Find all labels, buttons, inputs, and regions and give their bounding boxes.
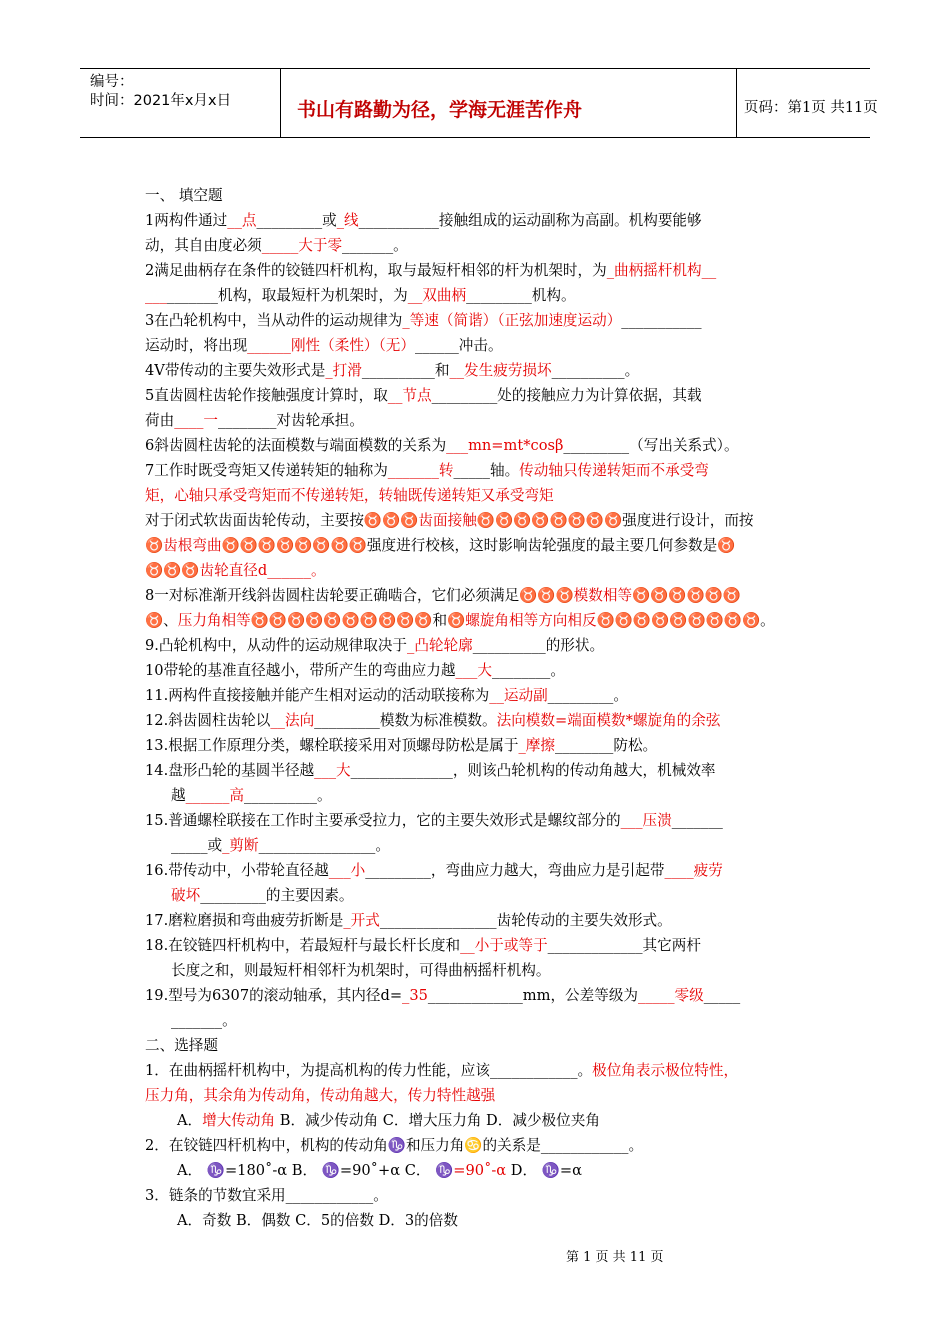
- text: A．奇数 B．偶数 C．5的倍数 D．3的倍数: [177, 1212, 458, 1229]
- answer: 压力角相等: [177, 612, 251, 629]
- text: 4V带传动的主要失效形式是: [145, 362, 326, 379]
- answer: _曲柄摇杆机构__: [606, 262, 717, 279]
- q1-line2: [145, 233, 815, 258]
- text: 15.普通螺栓联接在工作时主要承受拉力，它的主要失效形式是螺纹部分的: [145, 812, 621, 829]
- header-page-cell: [736, 69, 878, 137]
- text: ________________。: [258, 837, 390, 854]
- answer: _____大于零: [261, 237, 343, 254]
- text: 荷由: [145, 412, 175, 429]
- answer: ♉齿轮直径d______。: [181, 562, 326, 579]
- answer: 法向模数=端面模数*螺旋角的余弦: [496, 712, 721, 729]
- text: D． ♑=α: [506, 1162, 582, 1179]
- q4-line: [145, 358, 815, 383]
- text: _____________mm，公差等级为: [427, 987, 639, 1004]
- answer: 齿面接触: [418, 512, 477, 529]
- answer: 极位角表示极位特性，: [592, 1062, 739, 1079]
- section-choice-title: 二、选择题: [145, 1037, 218, 1054]
- answer: __节点: [387, 387, 432, 404]
- answer: _打滑: [325, 362, 362, 379]
- q7b-line2: [145, 533, 815, 558]
- text: 2满足曲柄存在条件的铰链四杆机构，取与最短杆相邻的杆为机架时，为: [145, 262, 607, 279]
- answer: ___大: [455, 662, 492, 679]
- text: _______。: [342, 237, 408, 254]
- q5-line1: [145, 383, 815, 408]
- q16-line2: [145, 883, 815, 908]
- text: 动，其自由度必须: [145, 237, 262, 254]
- text: _____: [703, 987, 741, 1004]
- text: 9.凸轮机构中，从动件的运动规律取决于: [145, 637, 408, 654]
- c3-line: [145, 1183, 815, 1208]
- q15-line1: [145, 808, 815, 833]
- text: ___________: [621, 312, 702, 329]
- text: 11.两构件直接接触并能产生相对运动的活动联接称为: [145, 687, 490, 704]
- text: _________处的接触应力为计算依据，其载: [431, 387, 702, 404]
- answer: ___: [145, 287, 167, 304]
- answer: 破坏: [171, 887, 201, 904]
- q8-line1: [145, 583, 815, 608]
- q16-line1: [145, 858, 815, 883]
- q7-line2: [145, 483, 815, 508]
- text: _______机构，取最短杆为机架时，为: [166, 287, 408, 304]
- text: 12.斜齿圆柱齿轮以: [145, 712, 271, 729]
- text: __________和: [361, 362, 450, 379]
- q18-line2: [145, 958, 815, 983]
- text: 6斜齿圆柱齿轮的法面模数与端面模数的关系为: [145, 437, 447, 454]
- page-footer: 第 1 页 共 11 页: [566, 1250, 664, 1265]
- answer: ___mn=mt*cosβ: [446, 437, 564, 454]
- text: ______冲击。: [415, 337, 503, 354]
- answer: 螺旋角相等方向相反: [465, 612, 597, 629]
- text: ________。: [491, 662, 565, 679]
- text: ♉♉♉♉♉♉♉♉♉。: [596, 612, 775, 629]
- answer: 传动轴只传递转矩而不承受弯: [519, 462, 709, 479]
- text: ________________齿轮传动的主要失效形式。: [379, 912, 672, 929]
- answer: __双曲柄: [407, 287, 467, 304]
- text: 2．在铰链四杆机构中，机构的传动角♑和压力角♋的关系是____________。: [145, 1137, 644, 1154]
- document-body: [145, 183, 815, 1233]
- text: ♉♉♉♉♉♉: [632, 587, 742, 604]
- answer: __法向: [270, 712, 315, 729]
- answer: _等速（简谐）（正弦加速度运动）: [402, 312, 622, 329]
- q11-line: [145, 683, 815, 708]
- text: ♉、: [145, 612, 178, 629]
- q19-line1: [145, 983, 815, 1008]
- c2-options: [145, 1158, 815, 1183]
- text: 3．链条的节数宜采用____________。: [145, 1187, 388, 1204]
- answer: __小于或等于: [460, 937, 548, 954]
- q14-line2: [145, 783, 815, 808]
- q12-line: [145, 708, 815, 733]
- c2-line: [145, 1133, 815, 1158]
- q7b-line3: [145, 558, 815, 583]
- q14-line1: [145, 758, 815, 783]
- header-meta: [80, 69, 281, 137]
- text: _____________其它两杆: [547, 937, 701, 954]
- text: B．减少传动角 C．增大压力角 D．减少极位夹角: [275, 1112, 600, 1129]
- q10-line: [145, 658, 815, 683]
- answer: ♑=90˚-α: [435, 1162, 507, 1179]
- q7b-line1: [145, 508, 815, 533]
- text: 18.在铰链四杆机构中，若最短杆与最长杆长度和: [145, 937, 461, 954]
- text: ______________，则该凸轮机构的传动角越大，机械效率: [350, 762, 716, 779]
- q3-line1: [145, 308, 815, 333]
- text: ♉♉♉♉♉♉♉♉强度进行设计，而按: [476, 512, 754, 529]
- text: _________或: [256, 212, 337, 229]
- answer: _摩擦: [518, 737, 555, 754]
- motto: 书山有路勤为径，学海无涯苦作舟: [297, 99, 583, 121]
- answer: ____一: [174, 412, 218, 429]
- q2-line1: [145, 258, 815, 283]
- text: 19.型号为6307的滚动轴承，其内径d=: [145, 987, 403, 1004]
- text: 10带轮的基准直径越小，带所产生的弯曲应力越: [145, 662, 456, 679]
- text: _________模数为标准模数。: [314, 712, 497, 729]
- text: _________（写出关系式）。: [563, 437, 739, 454]
- text: 8一对标准渐开线斜齿圆柱齿轮要正确啮合，它们必须满足♉♉♉: [145, 587, 574, 604]
- answer: ___压溃: [620, 812, 672, 829]
- q19-line2: [145, 1008, 815, 1033]
- c3-options: [145, 1208, 815, 1233]
- text: 16.带传动中，小带轮直径越: [145, 862, 329, 879]
- q1-line1: [145, 208, 815, 233]
- q9-line: [145, 633, 815, 658]
- answer: ____疲劳: [664, 862, 723, 879]
- text: _______: [671, 812, 723, 829]
- text: 17.磨粒磨损和弯曲疲劳折断是: [145, 912, 344, 929]
- answer: 模数相等: [573, 587, 633, 604]
- answer: __运动副: [489, 687, 548, 704]
- header-page-info: 页码：第1页 共11页: [744, 100, 878, 116]
- answer: __点: [227, 212, 257, 229]
- text: 越: [171, 787, 186, 804]
- text: ________对齿轮承担。: [218, 412, 364, 429]
- text: 14.盘形凸轮的基圆半径越: [145, 762, 315, 779]
- text: ♉♉♉♉♉♉♉♉♉♉和♉: [250, 612, 466, 629]
- header-motto-cell: [280, 69, 737, 137]
- text: __________的形状。: [472, 637, 605, 654]
- text: 13.根据工作原理分类，螺栓联接采用对顶螺母防松是属于: [145, 737, 519, 754]
- text: 5直齿圆柱齿轮作接触强度计算时，取: [145, 387, 388, 404]
- text: ___________接触组成的运动副称为高副。机构要能够: [358, 212, 702, 229]
- q6-line: [145, 433, 815, 458]
- text: A．: [177, 1112, 203, 1129]
- q3-line2: [145, 333, 815, 358]
- answer: _开式: [343, 912, 380, 929]
- q2-line2: [145, 283, 815, 308]
- text: 长度之和，则最短杆相邻杆为机架时，可得曲柄摇杆机构。: [171, 962, 551, 979]
- answer: _____零级: [638, 987, 704, 1004]
- answer: _线: [336, 212, 359, 229]
- text: A． ♑=180˚-α B． ♑=90˚+α C．: [177, 1162, 436, 1179]
- answer: __发生疲劳损坏: [449, 362, 552, 379]
- page-header: [80, 68, 878, 138]
- text: __________。: [244, 787, 332, 804]
- date-label: 时间：2021年x月x日: [90, 93, 232, 109]
- answer: _35: [402, 987, 428, 1004]
- q5-line2: [145, 408, 815, 433]
- text: ♉♉: [145, 562, 182, 579]
- text: 1两构件通过: [145, 212, 228, 229]
- answer: 增大传动角: [202, 1112, 276, 1129]
- text: 7工作时既受弯矩又传递转矩的轴称为: [145, 462, 388, 479]
- text: ♉♉♉♉♉♉♉♉强度进行校核，这时影响齿轮强度的最主要几何参数是♉: [221, 537, 736, 554]
- text: _________机构。: [466, 287, 576, 304]
- section-fill-title: 一、 填空题: [145, 187, 223, 204]
- answer: ♉齿根弯曲: [145, 537, 222, 554]
- q15-line2: [145, 833, 815, 858]
- text: _________的主要因素。: [200, 887, 354, 904]
- q13-line: [145, 733, 815, 758]
- text: _________，弯曲应力越大，弯曲应力是引起带: [365, 862, 665, 879]
- q8-line2: [145, 608, 815, 633]
- text: ________防松。: [554, 737, 658, 754]
- text: __________。: [551, 362, 640, 379]
- c1-line1: [145, 1058, 815, 1083]
- answer: _凸轮轮廓: [407, 637, 473, 654]
- answer: ___小: [328, 862, 366, 879]
- q7-line1: [145, 458, 815, 483]
- q18-line1: [145, 933, 815, 958]
- text: 对于闭式软齿面齿轮传动，主要按♉♉♉: [145, 512, 419, 529]
- text: _____轴。: [453, 462, 520, 479]
- answer: 矩，心轴只承受弯矩而不传递转矩，转轴既传递转矩又承受弯矩: [145, 487, 554, 504]
- answer: ______高: [185, 787, 244, 804]
- text: 3在凸轮机构中，当从动件的运动规律为: [145, 312, 403, 329]
- answer: 压力角，其余角为传动角，传动角越大，传力特性越强: [145, 1087, 496, 1104]
- text: _____或: [171, 837, 223, 854]
- answer: _剪断: [222, 837, 259, 854]
- text: _______。: [171, 1012, 237, 1029]
- text: 1．在曲柄摇杆机构中，为提高机构的传力性能，应该____________。: [145, 1062, 593, 1079]
- answer: ______刚性（柔性）（无）: [247, 337, 415, 354]
- q17-line: [145, 908, 815, 933]
- answer: _______转: [387, 462, 454, 479]
- c1-line2: [145, 1083, 815, 1108]
- code-label: 编号：: [90, 74, 134, 90]
- text: 运动时，将出现: [145, 337, 248, 354]
- text: _________。: [547, 687, 628, 704]
- answer: ___大: [314, 762, 351, 779]
- c1-options: [145, 1108, 815, 1133]
